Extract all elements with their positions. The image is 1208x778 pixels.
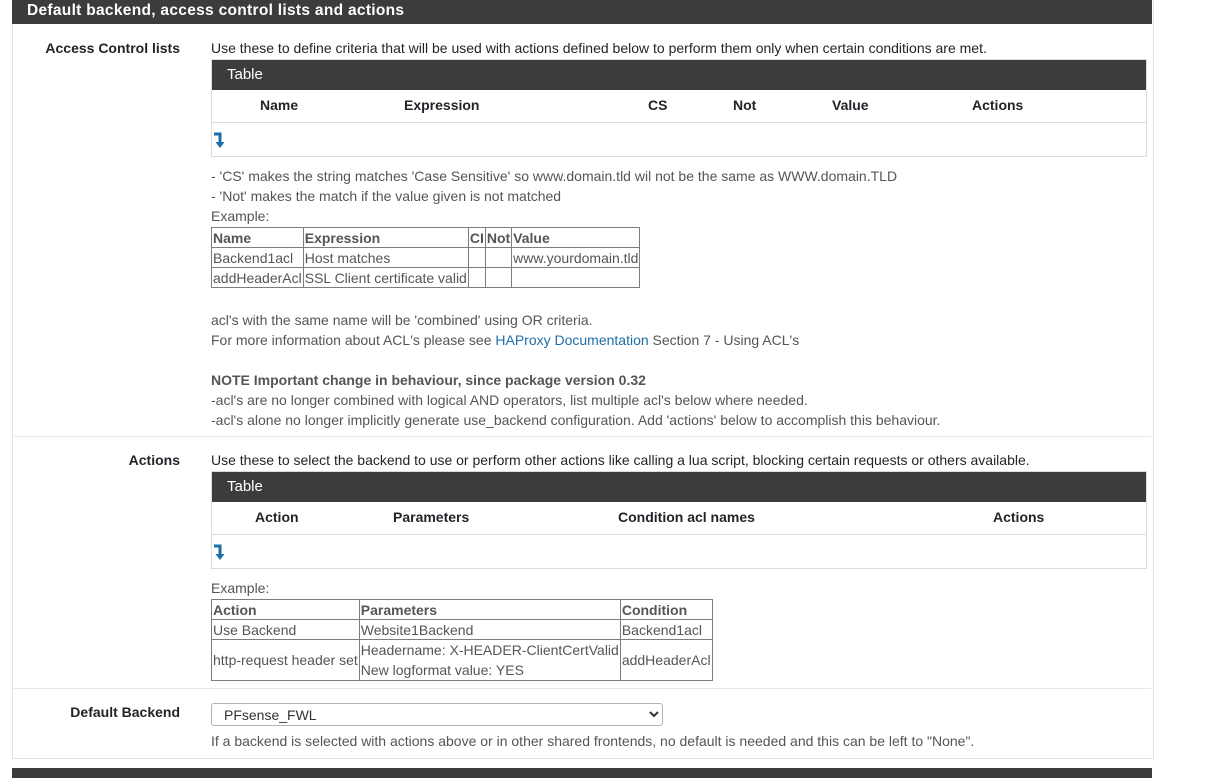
more-info-prefix: For more information about ACL's please see — [211, 332, 496, 348]
table-row — [212, 248, 640, 268]
acl-note-title: NOTE Important change in behaviour, since package version 0.32 — [211, 372, 646, 388]
acl-ex-cell: Host matches — [303, 248, 468, 268]
actions-ex-cell: addHeaderAcl — [620, 640, 712, 681]
actions-table — [211, 471, 1147, 569]
acl-table-body — [212, 123, 1146, 156]
actions-ex-col-condition: Condition — [620, 600, 712, 620]
default-backend-help: If a backend is selected with actions above or in other shared frontends, no default is needed and this can be left to "None". — [211, 733, 975, 749]
more-info-suffix: Section 7 - Using ACL's — [648, 332, 800, 348]
acl-example-table — [211, 227, 640, 288]
table-row — [212, 268, 640, 288]
actions-ex-cell: Website1Backend — [359, 620, 620, 640]
acl-example-header-row — [212, 228, 640, 248]
actions-ex-col-parameters: Parameters — [359, 600, 620, 620]
acl-col-cs: CS — [648, 97, 668, 113]
actions-ex-col-action: Action — [212, 600, 360, 620]
actions-example-label: Example: — [211, 580, 270, 596]
actions-col-condition: Condition acl names — [618, 509, 755, 525]
actions-ex-param-line: Headername: X-HEADER-ClientCertValid — [360, 642, 619, 658]
actions-example-table — [211, 599, 713, 681]
acl-ex-col-not: Not — [486, 229, 511, 246]
acl-more-info — [211, 332, 799, 348]
acl-note-line-1: -acl's are no longer combined with logical AND operators, list multiple acl's below where needed. — [211, 392, 808, 408]
table-row — [212, 620, 713, 640]
arrow-down-right-icon[interactable] — [212, 131, 228, 151]
actions-table-body — [212, 535, 1146, 568]
arrow-down-right-icon[interactable] — [212, 543, 228, 563]
acl-col-value: Value — [832, 97, 869, 113]
acl-description: Use these to define criteria that will be used with actions defined below to perform them only when certain conditions are met. — [211, 40, 987, 56]
acl-ex-col-value: Value — [512, 228, 640, 248]
actions-ex-cell: http-request header set — [212, 640, 360, 681]
acl-col-not: Not — [733, 97, 757, 113]
actions-col-parameters: Parameters — [393, 509, 470, 525]
acl-ex-cell: www.yourdomain.tld — [513, 249, 639, 266]
acl-ex-col-ci: CI — [469, 229, 484, 246]
acl-ex-cell — [468, 248, 485, 268]
default-backend-select[interactable] — [211, 703, 663, 726]
acl-table-header — [212, 90, 1146, 123]
acl-ex-col-name: Name — [212, 228, 304, 248]
acl-label: Access Control lists — [45, 40, 180, 56]
actions-example-header-row — [212, 600, 713, 620]
default-backend-label: Default Backend — [70, 704, 180, 720]
acl-example-label: Example: — [211, 208, 270, 224]
acl-ex-col-expression: Expression — [303, 228, 468, 248]
actions-ex-param-line: New logformat value: YES — [360, 662, 524, 678]
section-title: Default backend, access control lists and actions — [12, 0, 1152, 24]
actions-table-title: Table — [212, 472, 1146, 502]
acl-ex-cell: SSL Client certificate valid — [304, 269, 467, 286]
actions-description: Use these to select the backend to use or perform other actions like calling a lua script, blocking certain requests or others available. — [211, 452, 1030, 468]
acl-ex-cell: Backend1acl — [212, 248, 304, 268]
haproxy-documentation-link[interactable]: HAProxy Documentation — [495, 332, 649, 348]
table-row — [212, 640, 713, 681]
row-divider — [13, 688, 1151, 689]
actions-ex-cell: Backend1acl — [620, 620, 712, 640]
actions-label: Actions — [128, 452, 180, 468]
actions-ex-cell: Use Backend — [212, 620, 360, 640]
actions-ex-cell — [359, 640, 620, 681]
acl-combined-text: acl's with the same name will be 'combined' using OR criteria. — [211, 312, 593, 328]
next-section-header — [12, 768, 1152, 778]
acl-ex-cell — [512, 268, 640, 288]
actions-col-action: Action — [255, 509, 299, 525]
acl-col-actions: Actions — [972, 97, 1024, 113]
actions-col-actions: Actions — [993, 509, 1045, 525]
acl-ex-cell — [485, 248, 511, 268]
acl-ex-cell — [468, 268, 485, 288]
acl-help-not: - 'Not' makes the match if the value given is not matched — [211, 188, 562, 204]
actions-table-header — [212, 502, 1146, 535]
acl-ex-cell — [485, 268, 511, 288]
row-divider — [13, 436, 1151, 437]
acl-table — [211, 59, 1147, 157]
acl-table-title: Table — [212, 60, 1146, 90]
acl-note-line-2: -acl's alone no longer implicitly generate use_backend configuration. Add 'actions' below to accomplish this behaviour. — [211, 412, 941, 428]
acl-help-cs: - 'CS' makes the string matches 'Case Sensitive' so www.domain.tld wil not be the same as WWW.domain.TLD — [211, 168, 898, 184]
acl-ex-cell: addHeaderAcl — [213, 269, 302, 286]
acl-col-expression: Expression — [404, 97, 480, 113]
acl-col-name: Name — [260, 97, 299, 113]
